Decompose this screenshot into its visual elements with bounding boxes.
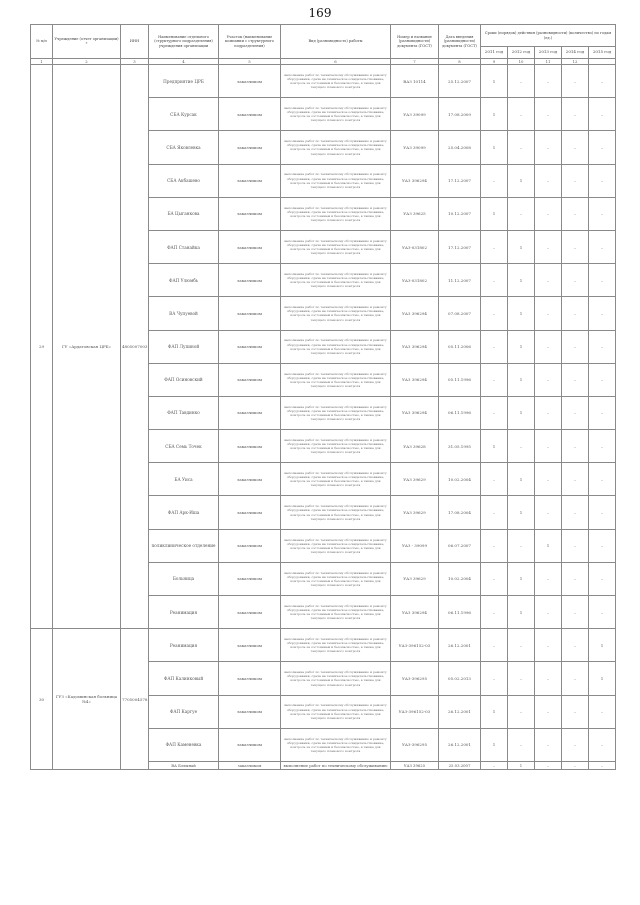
year-value-cell: –	[562, 330, 589, 363]
year-value-cell: –	[535, 463, 562, 496]
year-value-cell: –	[535, 662, 562, 695]
column-number: 2	[53, 59, 121, 65]
document-number-cell: УАЗ 396294	[391, 297, 439, 330]
year-value-cell: –	[589, 728, 616, 761]
work-description-cell: выполнение работ по техническому обслуживанию и ремонту оборудования, сдача на техническое освидетельствование, контроль за состоянием и безопасностью, а также для текущего планового контроля	[281, 164, 391, 197]
work-description-cell: выполнение работ по техническому обслуживанию и ремонту оборудования, сдача на техническое освидетельствование, контроль за состоянием и безопасностью, а также для текущего планового контроля	[281, 430, 391, 463]
year-value-cell: –	[562, 164, 589, 197]
year-value-cell: –	[562, 496, 589, 529]
year-value-cell: –	[562, 197, 589, 230]
year-value-cell: –	[589, 363, 616, 396]
year-value-cell: –	[535, 164, 562, 197]
work-description-cell: выполнение работ по техническому обслуживанию и ремонту оборудования, сдача на техническое освидетельствование, контроль за состоянием и безопасностью, а также для текущего планового контроля	[281, 695, 391, 728]
subdivision-cell: СБА Акбашево	[149, 164, 219, 197]
document-date-cell: 25.04.2008	[439, 131, 481, 164]
header-years-group: Сроки (порядок) действия (разновидности) (количество) по годам (ед.)	[481, 25, 616, 47]
subdivision-cell: ФАП Лупиной	[149, 330, 219, 363]
year-value-cell: 1	[508, 363, 535, 396]
year-value-cell: 1	[508, 330, 535, 363]
year-value-cell: –	[535, 596, 562, 629]
year-value-cell: –	[535, 297, 562, 330]
document-date-cell: 31.05.1995	[439, 430, 481, 463]
header-document-number: Номер и название (разновидности) документа (ГОСТ)	[391, 25, 439, 59]
year-value-cell: 1	[508, 562, 535, 595]
year-value-cell: 1	[481, 65, 508, 98]
header-year: 2013 год	[535, 47, 562, 59]
year-value-cell: 1	[589, 629, 616, 662]
document-number-cell: УАЗ 39625	[391, 197, 439, 230]
subdivision-cell: ФАП Калинковый	[149, 662, 219, 695]
subdivision-cell: ФАП Арк-Иша	[149, 496, 219, 529]
work-description-cell: выполнение работ по техническому обслуживанию и ремонту оборудования, сдача на техническое освидетельствование, контроль за состоянием и безопасностью, а также для текущего планового контроля	[281, 197, 391, 230]
year-value-cell: –	[508, 662, 535, 695]
year-value-cell: –	[589, 264, 616, 297]
group-inn: 7705004578	[121, 629, 149, 770]
subdivision-cell: СБА Курсак	[149, 98, 219, 131]
column-number: 4	[149, 59, 219, 65]
year-value-cell: –	[589, 430, 616, 463]
year-value-cell: –	[508, 695, 535, 728]
year-value-cell: –	[481, 596, 508, 629]
work-description-cell: выполнение работ по техническому обслуживанию и ремонту оборудования, сдача на техническое освидетельствование, контроль за состоянием и безопасностью, а также для текущего планового контроля	[281, 629, 391, 662]
document-date-cell: 17.12.2007	[439, 164, 481, 197]
table-row	[31, 629, 616, 662]
document-number-cell: УАЗ 396294	[391, 330, 439, 363]
year-value-cell: 1	[508, 297, 535, 330]
group-inn: 4805007003	[121, 65, 149, 629]
page-number: 169	[308, 6, 332, 20]
subdivision-cell: поликлиническое отделение	[149, 529, 219, 562]
document-date-cell: 25.12.2007	[439, 65, 481, 98]
year-value-cell: –	[589, 330, 616, 363]
subdivision-cell: ФАП Осиновский	[149, 363, 219, 396]
year-value-cell: –	[481, 562, 508, 595]
year-value-cell: 1	[481, 98, 508, 131]
section-cell: заказчиком	[219, 98, 281, 131]
section-cell: заказчиком	[219, 463, 281, 496]
year-value-cell: 1	[535, 529, 562, 562]
section-cell: заказчиком	[219, 330, 281, 363]
work-description-cell: выполнение работ по техническому обслуживанию и ремонту оборудования, сдача на техническое освидетельствование, контроль за состоянием и безопасностью, а также для текущего планового контроля	[281, 728, 391, 761]
group-institution: ГУ «Ардатовская ЦРБ»	[53, 65, 121, 629]
section-cell: заказчиком	[219, 596, 281, 629]
document-date-cell: 05.11.2006	[439, 330, 481, 363]
year-value-cell: –	[481, 230, 508, 263]
subdivision-cell: СБА Семь Точек	[149, 430, 219, 463]
document-number-cell: УАЗ 39625	[391, 761, 439, 769]
year-value-cell: –	[589, 529, 616, 562]
year-value-cell: –	[562, 98, 589, 131]
document-date-cell: 25.03.2007	[439, 761, 481, 769]
document-number-cell: УАЗ 396294	[391, 363, 439, 396]
section-cell: заказчиком	[219, 761, 281, 769]
year-value-cell: 1	[508, 230, 535, 263]
subdivision-cell: ФАП Станайка	[149, 230, 219, 263]
year-value-cell: –	[589, 596, 616, 629]
subdivision-cell: ФАП Каргуе	[149, 695, 219, 728]
column-number: 7	[391, 59, 439, 65]
column-number: 1	[31, 59, 53, 65]
year-value-cell: –	[535, 430, 562, 463]
section-cell: заказчиком	[219, 430, 281, 463]
work-description-cell: выполнение работ по техническому обслуживанию и ремонту оборудования, сдача на техническое освидетельствование, контроль за состоянием и безопасностью, а также для текущего планового контроля	[281, 131, 391, 164]
column-number: 5	[219, 59, 281, 65]
document-date-cell: 26.12.2001	[439, 629, 481, 662]
year-value-cell: –	[589, 98, 616, 131]
document-date-cell: 10.12.2007	[439, 197, 481, 230]
year-value-cell: –	[589, 65, 616, 98]
document-date-cell: 05.11.1996	[439, 363, 481, 396]
header-work-type: Вид (разновидность) работы	[281, 25, 391, 59]
year-value-cell: –	[589, 197, 616, 230]
work-description-cell: выполнение работ по техническому обслуживанию и ремонту оборудования, сдача на техническое освидетельствование, контроль за состоянием и безопасностью, а также для текущего планового контроля	[281, 65, 391, 98]
document-date-cell: 10.02.2004	[439, 463, 481, 496]
year-value-cell: –	[508, 529, 535, 562]
header-institution: Учреждение (отчет организации) *	[53, 25, 121, 59]
document-date-cell: 10.02.2004	[439, 562, 481, 595]
year-value-cell: –	[562, 562, 589, 595]
year-value-cell: –	[562, 662, 589, 695]
document-date-cell: 06.11.1996	[439, 596, 481, 629]
year-value-cell: –	[481, 463, 508, 496]
year-value-cell: –	[535, 197, 562, 230]
document-date-cell: 17.08.2004	[439, 496, 481, 529]
year-value-cell: –	[589, 695, 616, 728]
year-value-cell: –	[562, 131, 589, 164]
header-number: № п/п	[31, 25, 53, 59]
section-cell: заказчиком	[219, 695, 281, 728]
year-value-cell: 1	[508, 761, 535, 769]
column-number: 8	[439, 59, 481, 65]
work-description-cell: выполнение работ по техническому обслуживанию и ремонту оборудования, сдача на техническое освидетельствование, контроль за состоянием и безопасностью, а также для текущего планового контроля	[281, 463, 391, 496]
section-cell: заказчиком	[219, 131, 281, 164]
subdivision-cell: СБА Яковлевка	[149, 131, 219, 164]
year-value-cell: –	[481, 363, 508, 396]
section-cell: заказчиком	[219, 264, 281, 297]
year-value-cell: –	[508, 430, 535, 463]
year-value-cell: –	[535, 761, 562, 769]
work-description-cell: выполнение работ по техническому обслуживанию и ремонту оборудования, сдача на техническое освидетельствование, контроль за состоянием и безопасностью, а также для текущего планового контроля	[281, 264, 391, 297]
year-value-cell: –	[481, 264, 508, 297]
year-value-cell: –	[562, 728, 589, 761]
work-description-cell: выполнение работ по техническому обслуживанию и ремонту оборудования, сдача на техническое освидетельствование, контроль за состоянием и безопасностью, а также для текущего планового контроля	[281, 596, 391, 629]
year-value-cell: –	[589, 297, 616, 330]
year-value-cell: –	[508, 98, 535, 131]
subdivision-cell: Реанимация	[149, 596, 219, 629]
subdivision-cell: ВА Чупуевой	[149, 297, 219, 330]
document-date-cell: 17.12.2007	[439, 230, 481, 263]
column-number: 3	[121, 59, 149, 65]
year-value-cell: –	[562, 297, 589, 330]
section-cell: заказчиком	[219, 297, 281, 330]
year-value-cell: –	[589, 230, 616, 263]
document-date-cell: 26.12.2001	[439, 695, 481, 728]
header-subdivision: Наименование отдельного (структурного подразделения) учреждения организации	[149, 25, 219, 59]
document-date-cell: 07.08.2007	[439, 297, 481, 330]
section-cell: заказчиком	[219, 65, 281, 98]
document-date-cell: 17.08.2009	[439, 98, 481, 131]
document-number-cell: УАЗ - 39099	[391, 529, 439, 562]
year-value-cell: –	[589, 562, 616, 595]
work-description-cell: выполнение работ по техническому обслуживанию и ремонту оборудования, сдача на техническое освидетельствование, контроль за состоянием и безопасностью, а также для текущего планового контроля	[281, 529, 391, 562]
year-value-cell: 1	[589, 662, 616, 695]
year-value-cell: –	[481, 330, 508, 363]
document-number-cell: УАЗ 39099	[391, 131, 439, 164]
year-value-cell: 1	[508, 164, 535, 197]
document-number-cell: УАЗ 39099	[391, 98, 439, 131]
year-value-cell: –	[508, 728, 535, 761]
year-value-cell: –	[481, 496, 508, 529]
work-description-cell: выполнение работ по техническому обслуживанию и ремонту оборудования, сдача на техническое освидетельствование, контроль за состоянием и безопасностью, а также для текущего планового контроля	[281, 297, 391, 330]
document-number-cell: УАЗ-396152-03	[391, 695, 439, 728]
document-date-cell: 11.12.2007	[439, 264, 481, 297]
year-value-cell: –	[535, 562, 562, 595]
header-year: 2015 год	[589, 47, 616, 59]
year-value-cell: –	[481, 529, 508, 562]
year-value-cell: –	[481, 761, 508, 769]
year-value-cell: –	[535, 330, 562, 363]
document-number-cell: УАЗ-396295	[391, 728, 439, 761]
subdivision-cell: ФАП Каменевка	[149, 728, 219, 761]
year-value-cell: –	[535, 264, 562, 297]
header-year: 2014 год	[562, 47, 589, 59]
table-row	[31, 65, 616, 98]
year-value-cell: –	[562, 463, 589, 496]
work-description-cell: выполнение работ по техническому обслуживанию и ремонту оборудования, сдача на техническое освидетельствование, контроль за состоянием и безопасностью, а также для текущего планового контроля	[281, 496, 391, 529]
year-value-cell: –	[481, 629, 508, 662]
document-number-cell: УАЗ 396294	[391, 164, 439, 197]
section-cell: заказчиком	[219, 197, 281, 230]
register-table	[30, 24, 616, 770]
year-value-cell: –	[562, 596, 589, 629]
column-number: 11	[535, 59, 562, 65]
header-section: Участок (наименование компании с структурного подразделения)	[219, 25, 281, 59]
year-value-cell: –	[481, 164, 508, 197]
subdivision-cell: Предприятие ЦРБ	[149, 65, 219, 98]
year-value-cell: –	[589, 761, 616, 769]
year-value-cell: –	[562, 363, 589, 396]
year-value-cell: –	[481, 396, 508, 429]
section-cell: заказчиком	[219, 529, 281, 562]
subdivision-cell: Реанимация	[149, 629, 219, 662]
document-date-cell: 06.11.1996	[439, 396, 481, 429]
year-value-cell: –	[508, 197, 535, 230]
subdivision-cell: ФАП Тавдинко	[149, 396, 219, 429]
group-number: 30	[31, 629, 53, 770]
work-description-cell: выполнение работ по техническому обслуживанию и ремонту оборудования, сдача на техническое освидетельствование, контроль за состоянием и безопасностью, а также для текущего планового контроля	[281, 330, 391, 363]
header-document-date: Дата введения (разновидности) документа (ГОСТ)	[439, 25, 481, 59]
year-value-cell: –	[481, 297, 508, 330]
year-value-cell: 1	[481, 197, 508, 230]
year-value-cell: –	[535, 98, 562, 131]
year-value-cell: –	[589, 164, 616, 197]
section-cell: заказчиком	[219, 728, 281, 761]
year-value-cell: –	[562, 230, 589, 263]
year-value-cell: –	[589, 131, 616, 164]
column-number: 12	[562, 59, 589, 65]
document-number-cell: УАЗ 396294	[391, 396, 439, 429]
year-value-cell: –	[562, 430, 589, 463]
year-value-cell: –	[535, 396, 562, 429]
year-value-cell: –	[562, 264, 589, 297]
header-year: 2011 год	[481, 47, 508, 59]
year-value-cell: –	[535, 230, 562, 263]
group-number: 29	[31, 65, 53, 629]
column-number: 9	[481, 59, 508, 65]
document-number-cell: УАЗ 39628	[391, 430, 439, 463]
year-value-cell: –	[535, 728, 562, 761]
year-value-cell: –	[562, 65, 589, 98]
year-value-cell: 1	[481, 695, 508, 728]
year-value-cell: 1	[508, 463, 535, 496]
column-number: 6	[281, 59, 391, 65]
year-value-cell: –	[562, 695, 589, 728]
column-number: 10	[508, 59, 535, 65]
year-value-cell: –	[481, 662, 508, 695]
year-value-cell: –	[589, 496, 616, 529]
work-description-cell: выполнение работ по техническому обслуживанию и ремонту оборудования, сдача на техническое освидетельствование, контроль за состоянием и безопасностью, а также для текущего планового контроля	[281, 230, 391, 263]
year-value-cell: –	[562, 761, 589, 769]
document-number-cell: УАЗ-396152-03	[391, 629, 439, 662]
work-description-cell: выполнение работ по техническому обслуживанию и ремонту оборудования, сдача на техническое освидетельствование, контроль за состоянием и безопасностью, а также для текущего планового контроля	[281, 98, 391, 131]
section-cell: заказчиком	[219, 396, 281, 429]
year-value-cell: –	[562, 396, 589, 429]
subdivision-cell: ФАП Улюмбь	[149, 264, 219, 297]
year-value-cell: –	[562, 629, 589, 662]
document-number-cell: УАЗ-031802	[391, 264, 439, 297]
document-number-cell: УАЗ-396295	[391, 662, 439, 695]
work-description-cell: выполнение работ по техническому обслуживанию и ремонту оборудования, сдача на техническое освидетельствование, контроль за состоянием и безопасностью, а также для текущего планового контроля	[281, 363, 391, 396]
year-value-cell: 1	[481, 728, 508, 761]
work-description-cell: выполнение работ по техническому обслуживанию и ремонту оборудования, сдача на техническое освидетельствование, контроль за состоянием и безопасностью, а также для текущего планового контроля	[281, 396, 391, 429]
header-year: 2012 год	[508, 47, 535, 59]
group-institution: ГУЗ «Кадоминская больница №4»	[53, 629, 121, 770]
year-value-cell: –	[589, 463, 616, 496]
year-value-cell: –	[535, 363, 562, 396]
section-cell: заказчиком	[219, 363, 281, 396]
subdivision-cell: ВА Бэлынай	[149, 761, 219, 769]
work-description-cell: выполнение работ по техническому обслуживанию и ремонту оборудования, сдача на техническое освидетельствование, контроль за состоянием и безопасностью, а также для текущего планового контроля	[281, 562, 391, 595]
section-cell: заказчиком	[219, 496, 281, 529]
year-value-cell: –	[535, 65, 562, 98]
document-number-cell: ВАЗ 10114	[391, 65, 439, 98]
year-value-cell: –	[589, 396, 616, 429]
subdivision-cell: Больница	[149, 562, 219, 595]
year-value-cell: 1	[508, 496, 535, 529]
section-cell: заказчиком	[219, 230, 281, 263]
document-number-cell: УАЗ 39629	[391, 463, 439, 496]
subdivision-cell: БА Уиса	[149, 463, 219, 496]
section-cell: заказчиком	[219, 662, 281, 695]
year-value-cell: 1	[508, 596, 535, 629]
section-cell: заказчиком	[219, 562, 281, 595]
year-value-cell: –	[535, 695, 562, 728]
year-value-cell: –	[535, 629, 562, 662]
year-value-cell: –	[535, 496, 562, 529]
year-value-cell: –	[508, 65, 535, 98]
year-value-cell: 1	[481, 430, 508, 463]
header-inn: ИНН	[121, 25, 149, 59]
year-value-cell: 1	[508, 264, 535, 297]
section-cell: заказчиком	[219, 164, 281, 197]
document-number-cell: УАЗ-031802	[391, 230, 439, 263]
document-number-cell: УАЗ 39629	[391, 562, 439, 595]
document-date-cell: 06.07.2007	[439, 529, 481, 562]
document-date-cell: 05.02.2013	[439, 662, 481, 695]
subdivision-cell: БА Цыганкова	[149, 197, 219, 230]
work-description-cell: выполнение работ по техническому обслуживанию и ремонту оборудования, сдача на техническое освидетельствование, контроль за состоянием и безопасностью, а также для текущего планового контроля	[281, 662, 391, 695]
document-number-cell: УАЗ 39629	[391, 496, 439, 529]
year-value-cell: –	[508, 629, 535, 662]
year-value-cell: 1	[481, 131, 508, 164]
document-date-cell: 26.12.2001	[439, 728, 481, 761]
section-cell: заказчиком	[219, 629, 281, 662]
year-value-cell: –	[562, 529, 589, 562]
document-number-cell: УАЗ 396294	[391, 596, 439, 629]
year-value-cell: –	[535, 131, 562, 164]
year-value-cell: 1	[508, 396, 535, 429]
year-value-cell: –	[508, 131, 535, 164]
work-description-cell: выполнение работ по техническому обслуживанию	[281, 761, 391, 769]
